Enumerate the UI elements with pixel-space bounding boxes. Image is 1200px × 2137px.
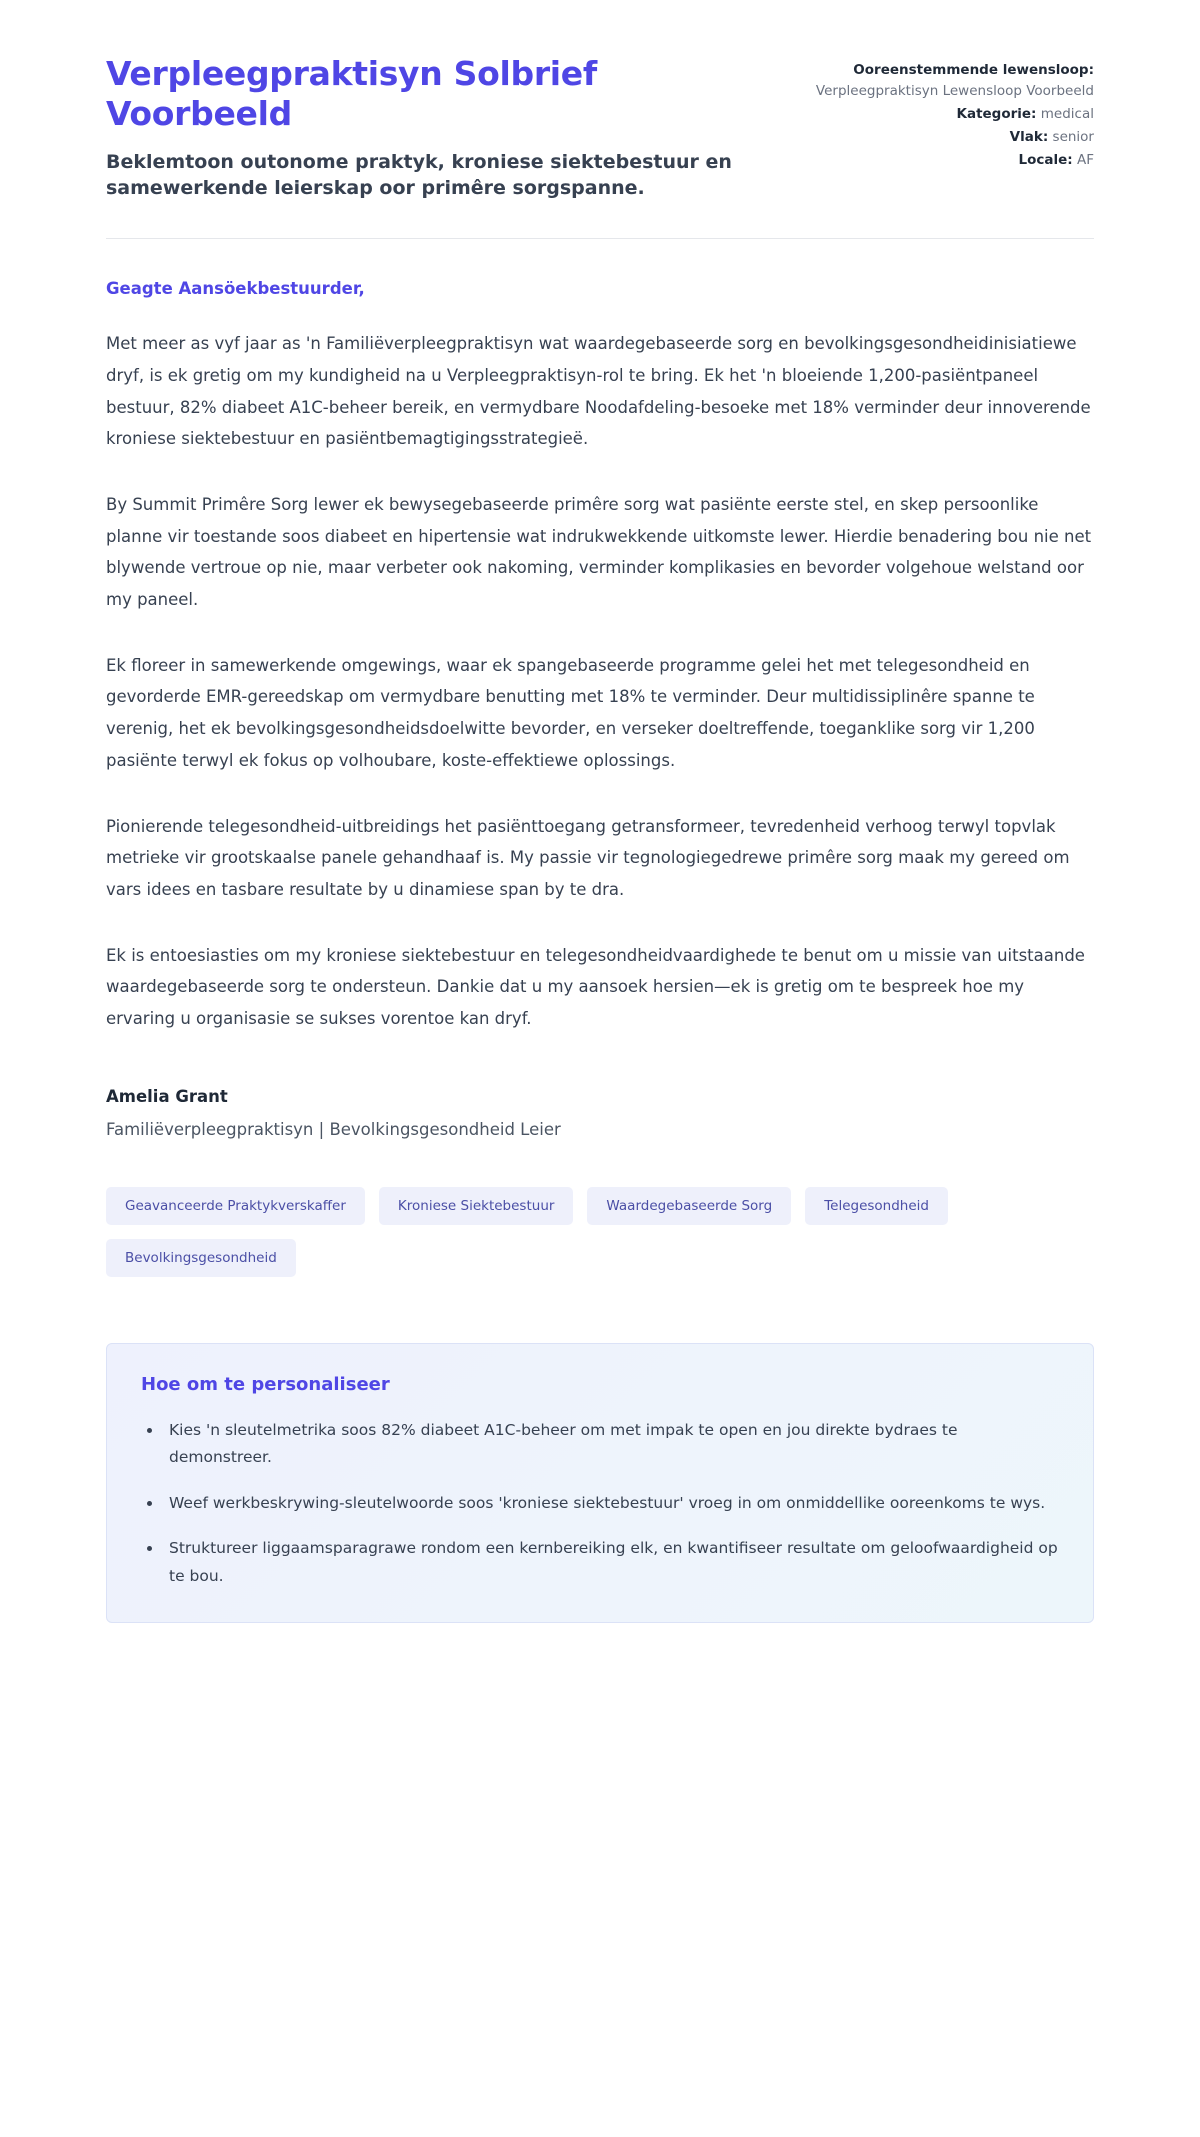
meta-matching-resume-label: Ooreenstemmende lewensloop: (853, 62, 1094, 78)
document-header (106, 44, 1094, 202)
meta-category-value: medical (1040, 105, 1094, 122)
meta-level-label: Vlak: (1009, 128, 1049, 145)
tips-list (141, 1417, 1059, 1591)
signature-role: Familiëverpleegpraktisyn | Bevolkingsgesondheid Leier (106, 1119, 561, 1139)
tag-item[interactable]: Telegesondheid (805, 1187, 948, 1225)
signature-block (106, 1087, 1094, 1139)
meta-locale-label: Locale: (1018, 151, 1073, 168)
page-title: Verpleegpraktisyn Solbrief Voorbeeld (106, 54, 597, 134)
letter-paragraph: Ek floreer in samewerkende omgewings, waar ek spangebaseerde programme gelei het met telegesondheid en gevorderde EMR-gereedskap om vermydbare benutting met 18% te verminder. Deur multidissiplinêre spanne te verenig, het ek bevolkingsgesondheidsdoelwitte bevorder, en verseker doeltreffende, toeganklike sorg vir 1,200 pasiënte terwyl ek fokus op volhoubare, koste-effektiewe oplossings. (106, 655, 1035, 770)
meta-locale (801, 150, 1094, 171)
letter-paragraph: Pionierende telegesondheid-uitbreidings het pasiënttoegang getransformeer, tevredenheid verhoog terwyl topvlak metrieke vir grootskaalse panele gehandhaaf is. My passie vir tegnologiegedrewe primêre sorg maak my gereed om vars idees en tasbare resultate by u dinamiese span by te dra. (106, 816, 1070, 899)
header-text-block (106, 44, 761, 202)
tip-item: • Weef werkbeskrywing-sleutelwoorde soos 'kroniese siektebestuur' vroeg in om onmiddellike ooreenkoms te wys. (163, 1490, 1059, 1518)
tip-item: • Kies 'n sleutelmetrika soos 82% diabeet A1C-beheer om met impak te open en jou direkte bydraes te demonstreer. (163, 1417, 1059, 1472)
tag-item[interactable]: Bevolkingsgesondheid (106, 1239, 296, 1277)
tag-list (106, 1187, 1094, 1277)
tag-item[interactable]: Waardegebaseerde Sorg (587, 1187, 791, 1225)
tips-title: Hoe om te personaliseer (141, 1373, 390, 1395)
letter-paragraph: Met meer as vyf jaar as 'n Familiëverpleegpraktisyn wat waardegebaseerde sorg en bevolkingsgesondheidinisiatiewe dryf, is ek gretig om my kundigheid na u Verpleegpraktisyn-rol te bring. Ek het 'n bloeiende 1,200-pasiëntpaneel bestuur, 82% diabeet A1C-beheer bereik, en vermydbare Noodafdeling-besoeke met 18% verminder deur innoverende kroniese siektebestuur en pasiëntbemagtigingsstrategieë. (106, 334, 1091, 449)
document-metadata (801, 44, 1094, 173)
tag-item[interactable]: Geavanceerde Praktykverskaffer (106, 1187, 365, 1225)
cover-letter-body (106, 239, 1094, 1138)
signature-name: Amelia Grant (106, 1086, 228, 1106)
meta-level-value: senior (1052, 128, 1094, 145)
meta-matching-resume-value: Verpleegpraktisyn Lewensloop Voorbeeld (815, 82, 1094, 99)
letter-paragraph: Ek is entoesiasties om my kroniese siektebestuur en telegesondheidvaardighede te benut om u missie van uitstaande waardegebaseerde sorg te ondersteun. Dankie dat u my aansoek hersien—ek is gretig om te bespreek hoe my ervaring u organisasie se sukses vorentoe kan dryf. (106, 945, 1085, 1028)
personalization-tips-callout (106, 1343, 1094, 1624)
letter-paragraph: By Summit Primêre Sorg lewer ek bewysegebaseerde primêre sorg wat pasiënte eerste stel, en skep persoonlike planne vir toestande soos diabeet en hipertensie wat indrukwekkende uitkomste lewer. Hierdie benadering bou nie net blywende vertroue op nie, maar verbeter ook nakoming, verminder komplikasies en bevorder volgehoue welstand oor my paneel. (106, 495, 1092, 610)
tag-item[interactable]: Kroniese Siektebestuur (379, 1187, 574, 1225)
tip-item: • Struktureer liggaamsparagrawe rondom een kernbereiking elk, en kwantifiseer resultate om geloofwaardigheid op te bou. (163, 1535, 1059, 1590)
meta-category-label: Kategorie: (956, 105, 1037, 122)
meta-category (801, 104, 1094, 125)
meta-level (801, 127, 1094, 148)
salutation: Geagte Aansöekbestuurder, (106, 279, 365, 299)
meta-matching-resume (801, 60, 1094, 102)
meta-locale-value: AF (1076, 151, 1094, 168)
page-subtitle: Beklemtoon outonome praktyk, kroniese siektebestuur en samewerkende leierskap oor primêre sorgspanne. (106, 150, 732, 200)
